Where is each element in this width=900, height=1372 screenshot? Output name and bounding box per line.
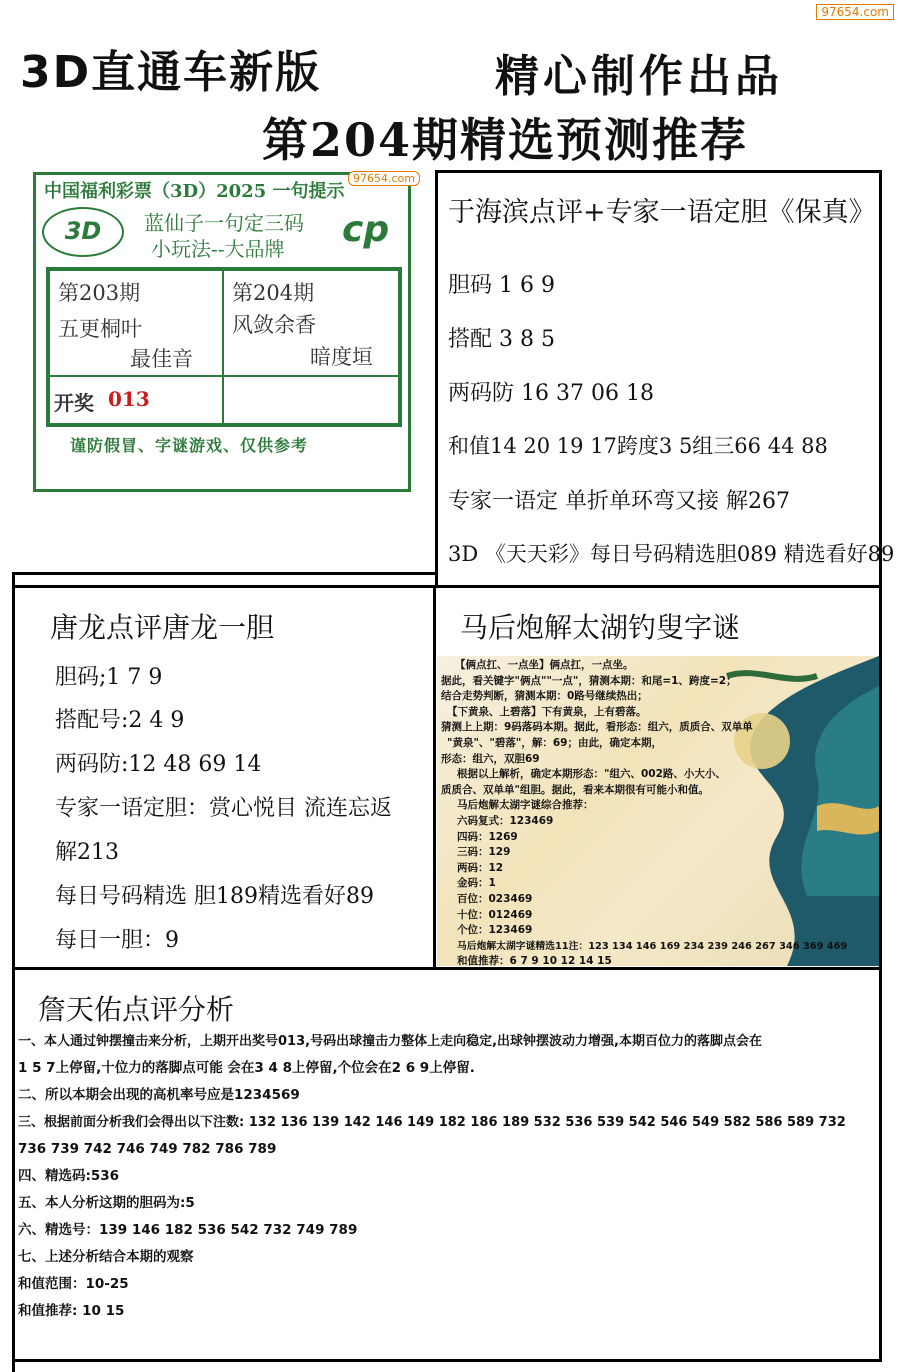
riddle-text-block	[441, 658, 847, 966]
ticket-url: 97654.com	[348, 171, 420, 186]
prev-line1: 五更桐叶	[58, 317, 142, 341]
zhan-line-5: 736 739 742 746 749 782 786 789	[18, 1141, 277, 1157]
riddle-line-11: 六码复式：123469	[457, 814, 554, 827]
draw-cell	[48, 375, 224, 425]
zhan-line-11: 和值推荐: 10 15	[18, 1303, 125, 1319]
riddle-line-15: 金码：1	[457, 877, 496, 890]
zhan-line-10: 和值范围：10-25	[18, 1276, 129, 1292]
prev-issue-cell	[48, 269, 224, 377]
ticket-grid	[46, 267, 402, 427]
riddle-line-2: 据此，看关键字"俩点""一点"，猜测本期：和尾=1、跨度=2；	[441, 674, 737, 687]
left-top-divider	[12, 572, 437, 575]
riddle-line-18: 个位：123469	[457, 924, 533, 937]
riddle-line-20: 和值推荐：6 7 9 10 12 14 15	[457, 955, 612, 966]
zhan-line-4: 三、根据前面分析我们会得出以下注数: 132 136 139 142 146 149 182 186 189 532 536 539 542 546 549 582 586 589 732	[18, 1115, 846, 1130]
watermark: 97654.com	[816, 4, 894, 20]
draw-number: 013	[108, 387, 150, 411]
riddle-line-6: "黄泉"、"碧落"，解：69；由此，确定本期，	[447, 736, 662, 749]
empty-cell	[222, 375, 400, 425]
riddle-line-12: 四码：1269	[457, 830, 518, 843]
riddle-line-7: 形态：组六，双胆69	[441, 752, 540, 765]
yu-line-5: 专家一语定 单折单环弯又接 解267	[448, 489, 790, 514]
issue-title: 第204期精选预测推荐	[262, 113, 749, 167]
yu-line-4: 和值14 20 19 17跨度3 5组三66 44 88	[448, 434, 828, 458]
zhan-line-7: 五、本人分析这期的胆码为:5	[18, 1195, 195, 1211]
riddle-line-16: 百位：023469	[457, 892, 533, 905]
logo-cp-icon: cp	[342, 209, 390, 250]
prev-line2: 最佳音	[130, 347, 193, 371]
middle-divider	[433, 585, 436, 970]
ma-title: 马后炮解太湖钓叟字谜	[460, 611, 741, 644]
zhan-line-9: 七、上述分析结合本期的观察	[18, 1249, 194, 1265]
ticket-line2: 小玩法--大品牌	[151, 237, 285, 261]
tang-line-2: 搭配号:2 4 9	[55, 708, 185, 733]
tang-line-5: 解213	[55, 840, 119, 865]
zhan-line-1: 一、本人通过钟摆撞击来分析，上期开出奖号013,号码出球撞击力整体上走向稳定,出球钟摆波动力增强,本期百位力的落脚点会在	[18, 1034, 762, 1049]
cur-issue-cell	[222, 269, 400, 377]
yu-line-1: 胆码 1 6 9	[448, 273, 555, 298]
tang-title: 唐龙点评唐龙一胆	[50, 611, 275, 644]
tang-line-4: 专家一语定胆：赏心悦目 流连忘返	[55, 796, 392, 821]
ticket-top-line: 中国福利彩票（3D）2025 一句提示	[44, 181, 345, 202]
ticket-footer: 谨防假冒、字谜游戏、仅供参考	[70, 436, 309, 455]
riddle-line-9: 质质合、双单单"组胆。据此，看来本期很有可能小和值。	[441, 783, 709, 796]
zhan-analysis-block	[18, 1028, 846, 1325]
riddle-line-3: 结合走势判断，猜测本期：0路号继续热出；	[441, 690, 648, 703]
tang-line-6: 每日号码精选 胆189精选看好89	[55, 884, 374, 909]
yu-line-6: 3D 《天天彩》每日号码精选胆089 精选看好89	[448, 542, 895, 566]
yu-line-2: 搭配 3 8 5	[448, 327, 555, 352]
riddle-line-5: 猜测上上期：9码落码本期。据此，看形态：组六，质质合、双单单	[441, 721, 753, 734]
tang-line-7: 每日一胆：9	[55, 928, 179, 953]
tang-line-1: 胆码;1 7 9	[55, 665, 163, 690]
lottery-ticket	[33, 172, 415, 492]
ticket-line1: 蓝仙子一句定三码	[144, 211, 304, 235]
draw-label: 开奖	[54, 391, 94, 415]
riddle-line-1: 【俩点扛、一点坐】俩点扛，一点坐。	[455, 659, 634, 671]
riddle-line-8: 根据以上解析，确定本期形态："组六、002路、小大小、	[457, 768, 726, 781]
tang-line-3: 两码防:12 48 69 14	[55, 752, 262, 777]
riddle-line-13: 三码：129	[457, 846, 511, 859]
cur-line1: 风敛余香	[232, 313, 316, 337]
riddle-line-4: 【下黄泉、上碧落】下有黄泉，上有碧落。	[447, 705, 647, 718]
yu-line-3: 两码防 16 37 06 18	[448, 381, 654, 406]
header-right-title: 精心制作出品	[495, 51, 783, 102]
zhan-line-8: 六、精选号：139 146 182 536 542 732 749 789	[18, 1222, 358, 1238]
cur-line2: 暗度垣	[310, 345, 373, 369]
zhan-title: 詹天佑点评分析	[38, 993, 235, 1026]
zhan-line-3: 二、所以本期会出现的高机率号应是1234569	[18, 1087, 300, 1103]
zhan-line-6: 四、精选码:536	[18, 1168, 120, 1184]
riddle-line-19: 马后炮解太湖字谜精选11注：123 134 146 169 234 239 246 267 346 369 469	[457, 940, 848, 952]
logo-3d-icon: 3D	[42, 207, 124, 257]
zhan-line-2: 1 5 7上停留,十位力的落脚点可能 会在3 4 8上停留,个位会在2 6 9上停留.	[18, 1060, 475, 1076]
cur-issue: 第204期	[232, 281, 315, 305]
prev-issue: 第203期	[58, 281, 141, 305]
yu-title: 于海滨点评+专家一语定胆《保真》	[448, 197, 876, 228]
riddle-image-panel	[437, 656, 879, 966]
riddle-line-14: 两码：12	[457, 861, 504, 874]
header-left-title: 3D直通车新版	[20, 47, 322, 98]
riddle-line-10: 马后炮解太湖字谜综合推荐：	[457, 799, 594, 812]
riddle-line-17: 十位：012469	[457, 908, 533, 921]
